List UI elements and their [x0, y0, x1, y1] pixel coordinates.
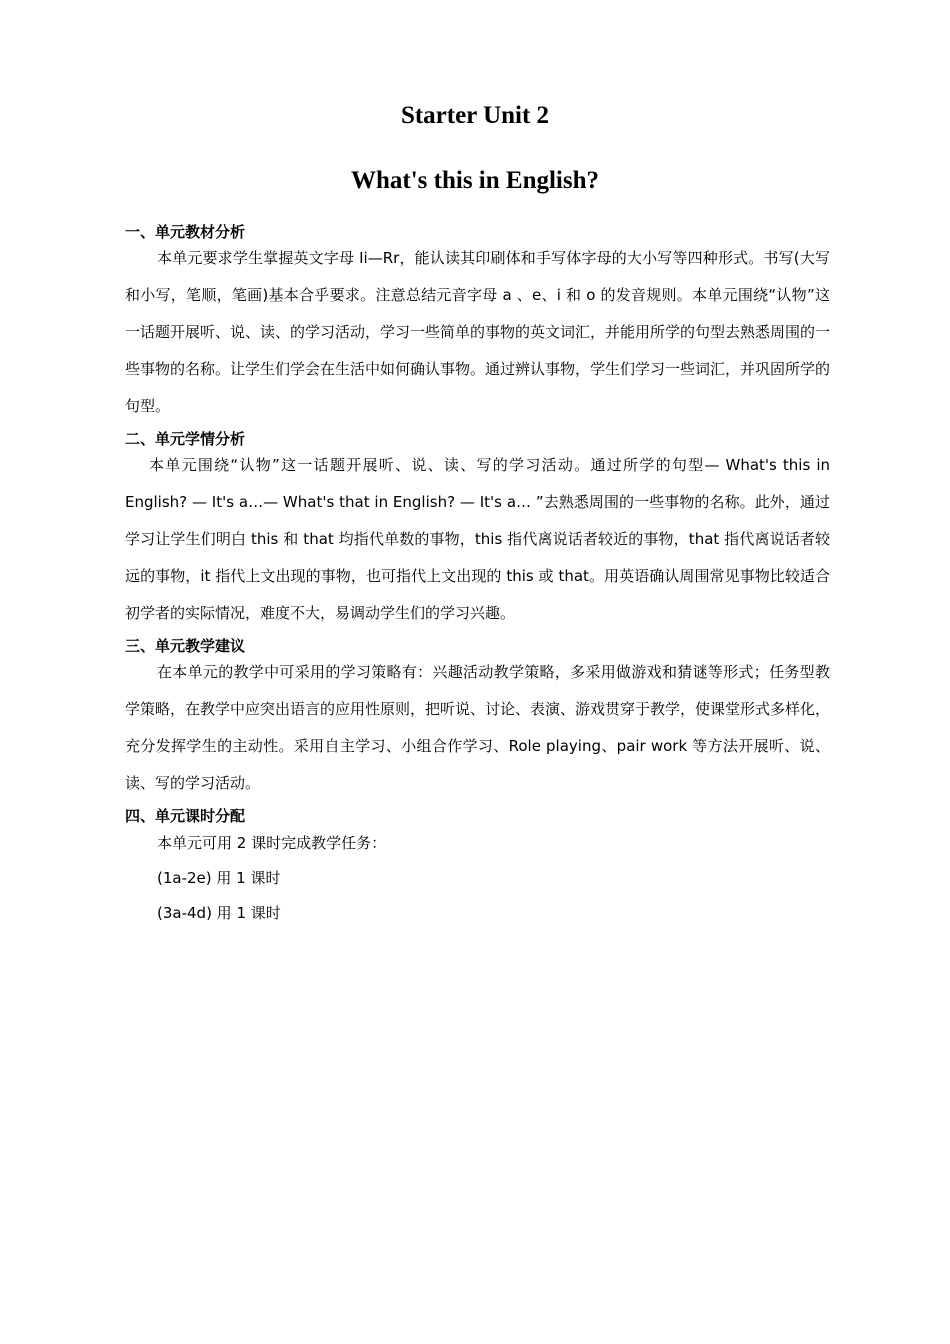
section-heading: 二、单元学情分析 — [125, 430, 246, 448]
section-textbook-analysis — [125, 220, 830, 425]
section-heading: 一、单元教材分析 — [125, 223, 246, 241]
section-lesson-allocation — [125, 804, 830, 931]
document-body — [125, 220, 830, 933]
section-heading: 四、单元课时分配 — [125, 807, 246, 825]
section-paragraph: 在本单元的教学中可采用的学习策略有：兴趣活动教学策略，多采用做游戏和猜谜等形式；任务型教学策略，在教学中应突出语言的应用性原则，把听说、讨论、表演、游戏贯穿于教学，使课堂形式多样化，充分发挥学生的主动性。采用自主学习、小组合作学习、Role playing、pair work 等方法开展听、说、读、写的学习活动。 — [125, 663, 831, 792]
section-paragraph: 本单元围绕“认物”这一话题开展听、说、读、写的学习活动。通过所学的句型— What's this in English? — It's a…— What's that in English? — It's a… ”去熟悉周围的一些事物的名称。此外，通过学习让学生们明白 this 和 that 均指代单数的事物，this 指代离说话者较近的事物，that 指代离说话者较远的事物，it 指代上文出现的事物，也可指代上文出现的 this 或 that。用英语确认周围常见事物比较适合初学者的实际情况，难度不大，易调动学生们的学习兴趣。 — [125, 456, 830, 622]
section-teaching-suggestions — [125, 634, 830, 802]
list-item: 本单元可用 2 课时完成教学任务： — [157, 834, 387, 852]
list-item: (3a-4d) 用 1 课时 — [157, 904, 281, 922]
document-subtitle: What's this in English? — [350, 167, 599, 194]
section-student-analysis — [125, 427, 830, 632]
document-title: Starter Unit 2 — [400, 102, 550, 129]
section-paragraph: 本单元要求学生掌握英文字母 Ii—Rr，能认读其印刷体和手写体字母的大小写等四种形式。书写(大写和小写，笔顺，笔画)基本合乎要求。注意总结元音字母 a 、e、i 和 o 的发音规则。本单元围绕“认物”这一话题开展听、说、读、的学习活动，学习一些简单的事物的英文词汇，并能用所学的句型去熟悉周围的一些事物的名称。让学生们学会在生活中如何确认事物。通过辨认事物，学生们学习一些词汇，并巩固所学的句型。 — [125, 249, 831, 415]
lesson-allocation-list — [125, 826, 830, 931]
list-item: (1a-2e) 用 1 课时 — [157, 869, 281, 887]
section-heading: 三、单元教学建议 — [125, 637, 246, 655]
